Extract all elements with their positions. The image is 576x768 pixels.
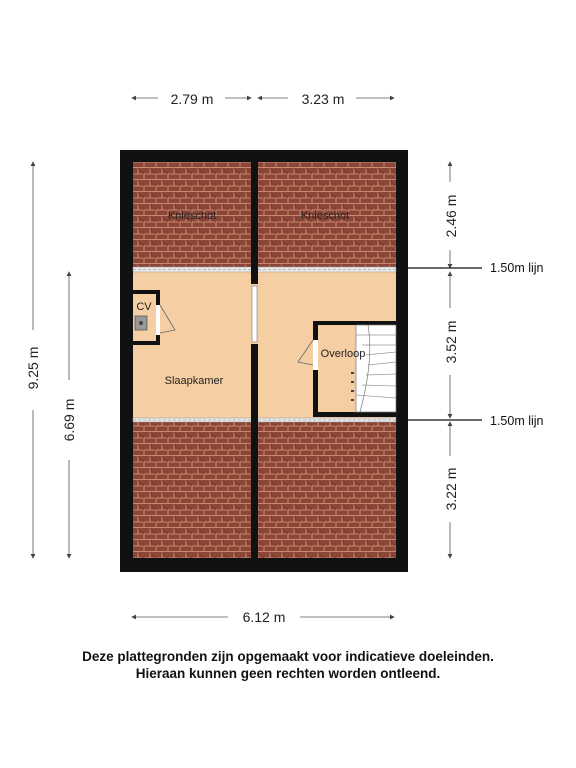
overloop-label: Overloop (320, 348, 366, 360)
dim-left-inner: 6.69 m (61, 398, 77, 442)
dim-top-left: 2.79 m (170, 91, 214, 107)
stairs (356, 325, 396, 412)
dim-right-top: 2.46 m (443, 194, 459, 238)
partition-wall (251, 162, 258, 558)
height-line-upper-label: 1.50m lijn (490, 261, 544, 275)
dim-top-right: 3.23 m (301, 91, 345, 107)
dim-right-middle: 3.52 m (443, 320, 459, 364)
knieschot-right-label: Knieschot (300, 210, 350, 222)
cv-label: CV (136, 301, 152, 313)
roof-bottom-right (258, 420, 396, 558)
dim-right-bottom: 3.22 m (443, 467, 459, 511)
disclaimer-line-2: Hieraan kunnen geen rechten worden ontleend. (135, 666, 441, 681)
dim-left-total: 9.25 m (25, 346, 41, 390)
disclaimer-line-1: Deze plattegronden zijn opgemaakt voor indicatieve doeleinden. (82, 649, 494, 664)
knieschot-left-label: Knieschot (167, 210, 217, 222)
dim-bottom-total: 6.12 m (242, 609, 286, 625)
height-line-lower-label: 1.50m lijn (490, 414, 544, 428)
roof-bottom-left (133, 420, 251, 558)
slaapkamer-label: Slaapkamer (164, 375, 224, 387)
